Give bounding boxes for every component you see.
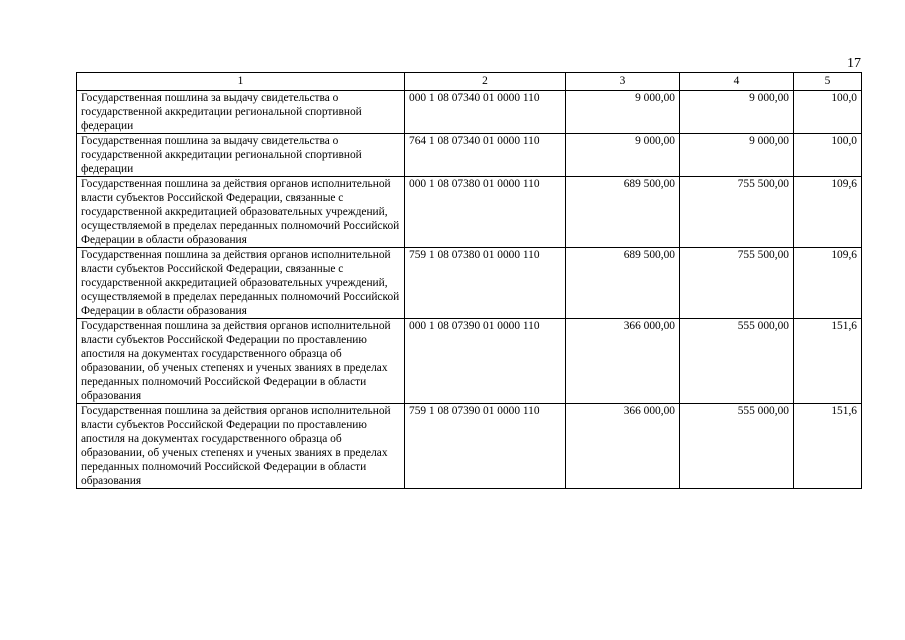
- row-code: 000 1 08 07390 01 0000 110: [405, 319, 566, 404]
- row-name: Государственная пошлина за выдачу свидетельства о государственной аккредитации региональной спортивной федерации: [77, 91, 405, 134]
- row-code: 000 1 08 07380 01 0000 110: [405, 177, 566, 248]
- page-number: 17: [847, 56, 861, 71]
- table-row: [77, 319, 862, 404]
- row-col3-value: 689 500,00: [566, 177, 680, 248]
- row-code: 764 1 08 07340 01 0000 110: [405, 134, 566, 177]
- row-name: Государственная пошлина за действия органов исполнительной власти субъектов Российской Федерации по проставлению апостиля на документах государственного образца об образовании, об ученых степенях и ученых званиях в пределах переданных полномочий Российской Федерации в области образования: [77, 319, 405, 404]
- row-col5-value: 100,0: [794, 91, 862, 134]
- row-col3-value: 366 000,00: [566, 404, 680, 489]
- row-name: Государственная пошлина за действия органов исполнительной власти субъектов Российской Федерации, связанные с государственной аккредитацией образовательных учреждений, осуществляемой в пределах переданных полномочий Российской Федерации в области образования: [77, 177, 405, 248]
- row-col5-value: 109,6: [794, 177, 862, 248]
- column-header-1: 1: [77, 73, 405, 91]
- row-code: 000 1 08 07340 01 0000 110: [405, 91, 566, 134]
- row-code: 759 1 08 07390 01 0000 110: [405, 404, 566, 489]
- budget-table: [76, 72, 862, 489]
- row-col5-value: 109,6: [794, 248, 862, 319]
- column-header-4: 4: [680, 73, 794, 91]
- row-col4-value: 755 500,00: [680, 248, 794, 319]
- row-col4-value: 755 500,00: [680, 177, 794, 248]
- table-header-row: [77, 73, 862, 91]
- row-col3-value: 689 500,00: [566, 248, 680, 319]
- row-col3-value: 9 000,00: [566, 134, 680, 177]
- table-row: [77, 404, 862, 489]
- row-code: 759 1 08 07380 01 0000 110: [405, 248, 566, 319]
- table-row: [77, 91, 862, 134]
- row-col4-value: 9 000,00: [680, 134, 794, 177]
- table-row: [77, 177, 862, 248]
- table-row: [77, 134, 862, 177]
- row-name: Государственная пошлина за действия органов исполнительной власти субъектов Российской Федерации по проставлению апостиля на документах государственного образца об образовании, об ученых степенях и ученых званиях в пределах переданных полномочий Российской Федерации в области образования: [77, 404, 405, 489]
- row-col3-value: 9 000,00: [566, 91, 680, 134]
- row-col5-value: 100,0: [794, 134, 862, 177]
- column-header-5: 5: [794, 73, 862, 91]
- column-header-3: 3: [566, 73, 680, 91]
- table-row: [77, 248, 862, 319]
- row-col5-value: 151,6: [794, 319, 862, 404]
- row-col5-value: 151,6: [794, 404, 862, 489]
- column-header-2: 2: [405, 73, 566, 91]
- row-name: Государственная пошлина за действия органов исполнительной власти субъектов Российской Федерации, связанные с государственной аккредитацией образовательных учреждений, осуществляемой в пределах переданных полномочий Российской Федерации в области образования: [77, 248, 405, 319]
- row-col4-value: 555 000,00: [680, 404, 794, 489]
- row-col4-value: 555 000,00: [680, 319, 794, 404]
- row-col4-value: 9 000,00: [680, 91, 794, 134]
- row-col3-value: 366 000,00: [566, 319, 680, 404]
- row-name: Государственная пошлина за выдачу свидетельства о государственной аккредитации региональной спортивной федерации: [77, 134, 405, 177]
